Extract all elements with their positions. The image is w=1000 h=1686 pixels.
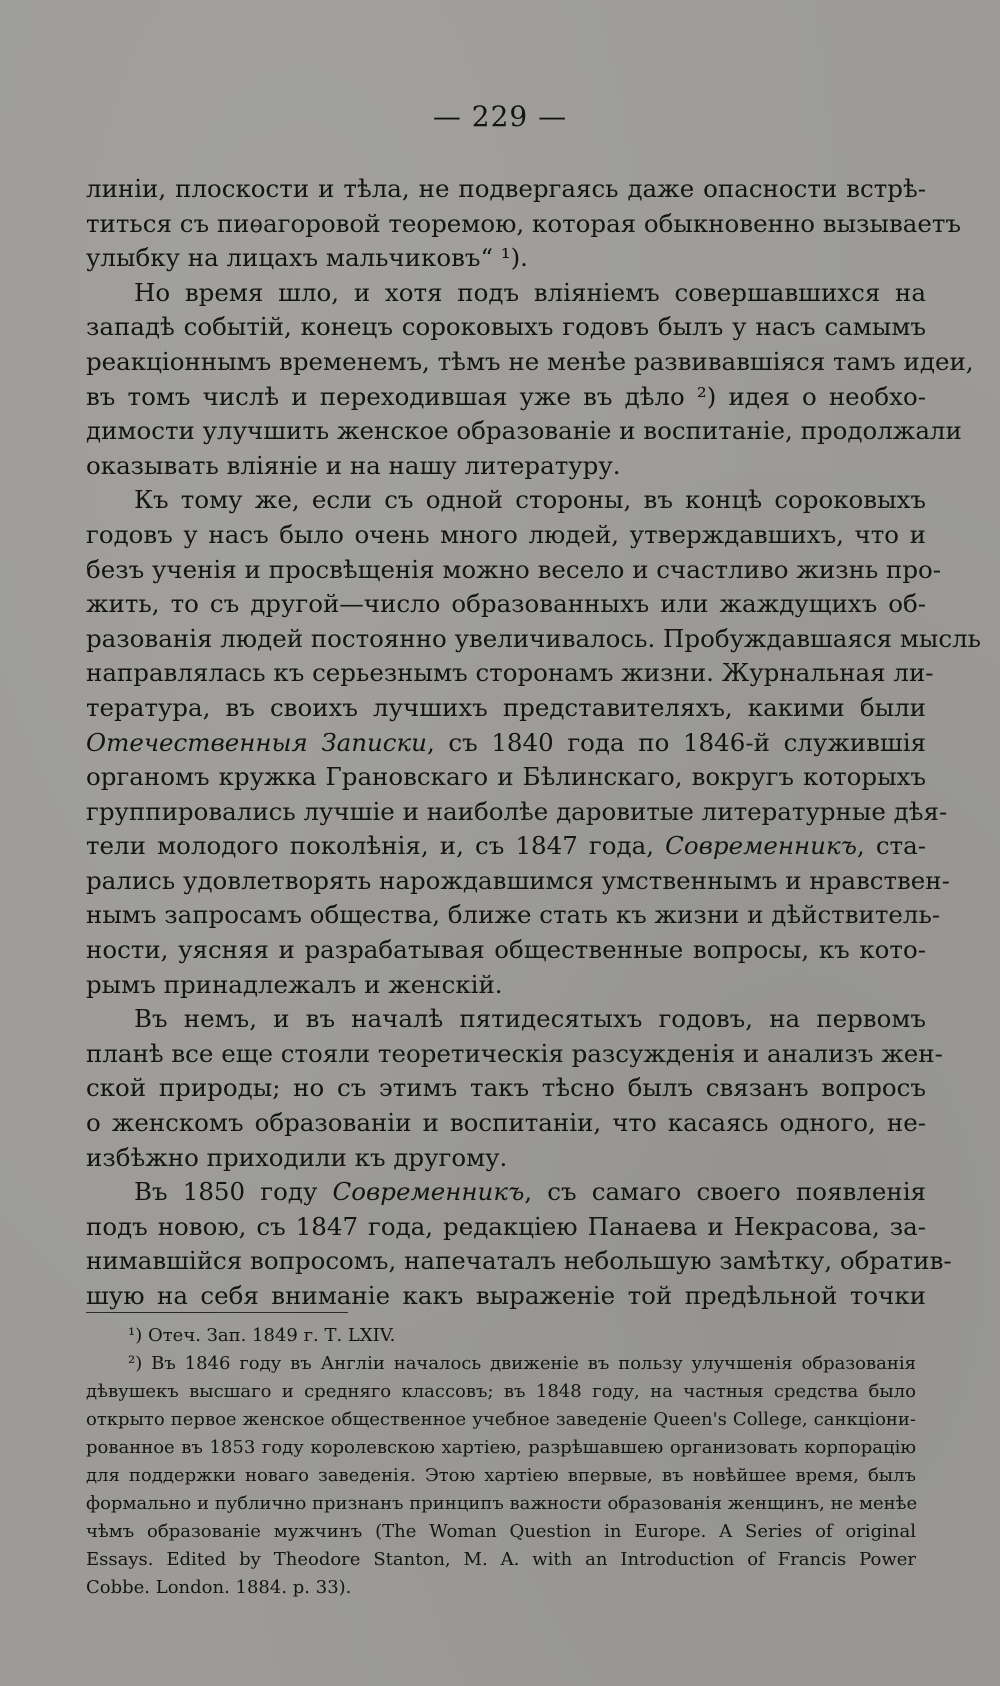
text-line: въ томъ числѣ и переходившая уже въ дѣло ²) идея о необхо- [86, 381, 926, 411]
paragraph [86, 276, 974, 484]
footnote-line: формально и публично признанъ принципъ важности образованія женщинъ, не менѣе [86, 1493, 918, 1514]
text-line: избѣжно приходили къ другому. [86, 1142, 508, 1172]
text-line: разованія людей постоянно увеличивалось. Пробуждавшаяся мысль [86, 623, 982, 653]
footnote-line: открыто первое женское общественное учебное заведеніе Queen's College, санкціони- [86, 1409, 916, 1430]
text-line: безъ ученія и просвѣщенія можно весело и счастливо жизнь про- [86, 554, 942, 584]
text-line: реакціоннымъ временемъ, тѣмъ не менѣе развивавшіяся тамъ идеи, [86, 346, 974, 376]
footnote-line: ¹) Отеч. Зап. 1849 г. Т. LXIV. [128, 1325, 396, 1346]
text-line: оказывать вліяніе и на нашу литературу. [86, 450, 621, 480]
paragraph [86, 483, 982, 1002]
text-line: нимавшійся вопросомъ, напечаталъ небольшую замѣтку, обратив- [86, 1246, 952, 1276]
text-line: линіи, плоскости и тѣла, не подвергаясь даже опасности встрѣ- [86, 174, 926, 203]
text-line: Но время шло, и хотя подъ вліяніемъ совершавшихся на [134, 277, 926, 307]
text-line: жить, то съ другой—число образованныхъ или жаждущихъ об- [86, 589, 926, 619]
text-line: подъ новою, съ 1847 года, редакціею Панаева и Некрасова, за- [86, 1211, 926, 1241]
text-line: органомъ кружка Грановскаго и Бѣлинскаго, вокругъ которыхъ [86, 762, 926, 792]
text-line: о женскомъ образованіи и воспитаніи, что касаясь одного, не- [86, 1108, 926, 1138]
footnote [86, 1350, 916, 1602]
text-line: ности, уясняя и разрабатывая общественные вопросы, къ кото- [86, 935, 926, 965]
text-line: нымъ запросамъ общества, ближе стать къ жизни и дѣйствитель- [86, 900, 941, 930]
footnote-line: рованное въ 1853 году королевскою хартіею, разрѣшавшею организовать корпорацію [86, 1437, 916, 1458]
page-number: — 229 — [432, 100, 568, 133]
text-line: титься съ пиѳагоровой теоремою, которая обыкновенно вызываетъ [86, 208, 961, 238]
paragraph [86, 1175, 952, 1313]
body-text [86, 172, 982, 1314]
footnote-line: Cobbe. London. 1884. p. 33). [86, 1577, 352, 1598]
text-line: Къ тому же, если съ одной стороны, въ концѣ сороковыхъ [134, 485, 926, 515]
text-line: димости улучшить женское образованіе и воспитаніе, продолжали [86, 416, 962, 446]
text-line: улыбку на лицахъ мальчиковъ“ ¹). [86, 243, 528, 273]
text-line: группировались лучшіе и наиболѣе даровитые литературные дѣя- [86, 796, 948, 826]
text-line: годовъ у насъ было очень много людей, утверждавшихъ, что и [86, 519, 926, 549]
text-line: планѣ все еще стояли теоретическія разсужденія и анализъ жен- [86, 1038, 943, 1068]
text-line: ской природы; но съ этимъ такъ тѣсно былъ связанъ вопросъ [86, 1073, 926, 1103]
text-line: рались удовлетворять нарождавшимся умственнымъ и нравствен- [86, 865, 950, 895]
text-line: рымъ принадлежалъ и женскій. [86, 969, 503, 999]
footnote-line: Essays. Edited by Theodore Stanton, M. A. with an Introduction of Francis Power [86, 1549, 916, 1570]
footnote [86, 1322, 916, 1350]
text-line: Отечественныя Записки, съ 1840 года по 1846-й служившія [86, 727, 927, 757]
text-line: Въ 1850 году Современникъ, съ самаго своего появленія [134, 1177, 926, 1207]
footnote-line: дѣвушекъ высшаго и средняго классовъ; въ 1848 году, на частныя средства было [86, 1381, 916, 1402]
text-line: Въ немъ, и въ началѣ пятидесятыхъ годовъ, на первомъ [134, 1004, 926, 1034]
paragraph [86, 1002, 943, 1175]
footnotes [86, 1322, 916, 1602]
footnote-line: чѣмъ образованіе мужчинъ (The Woman Question in Europe. A Series of original [86, 1521, 916, 1542]
text-line: направлялась къ серьезнымъ сторонамъ жизни. Журнальная ли- [86, 658, 934, 688]
footnote-line: для поддержки новаго заведенія. Этою хартіею впервые, въ новѣйшее время, былъ [86, 1465, 916, 1486]
footnote-divider [86, 1312, 348, 1313]
text-line: тели молодого поколѣнія, и, съ 1847 года, Современникъ, ста- [86, 831, 926, 861]
text-line: тература, въ своихъ лучшихъ представителяхъ, какими были [86, 692, 926, 722]
text-line: западѣ событій, конецъ сороковыхъ годовъ былъ у насъ самымъ [86, 312, 926, 342]
text-line: шую на себя вниманіе какъ выраженіе той предѣльной точки [86, 1281, 926, 1310]
footnote-line: ²) Въ 1846 году въ Англіи началось движеніе въ пользу улучшенія образованія [128, 1353, 916, 1374]
paragraph [86, 172, 961, 276]
